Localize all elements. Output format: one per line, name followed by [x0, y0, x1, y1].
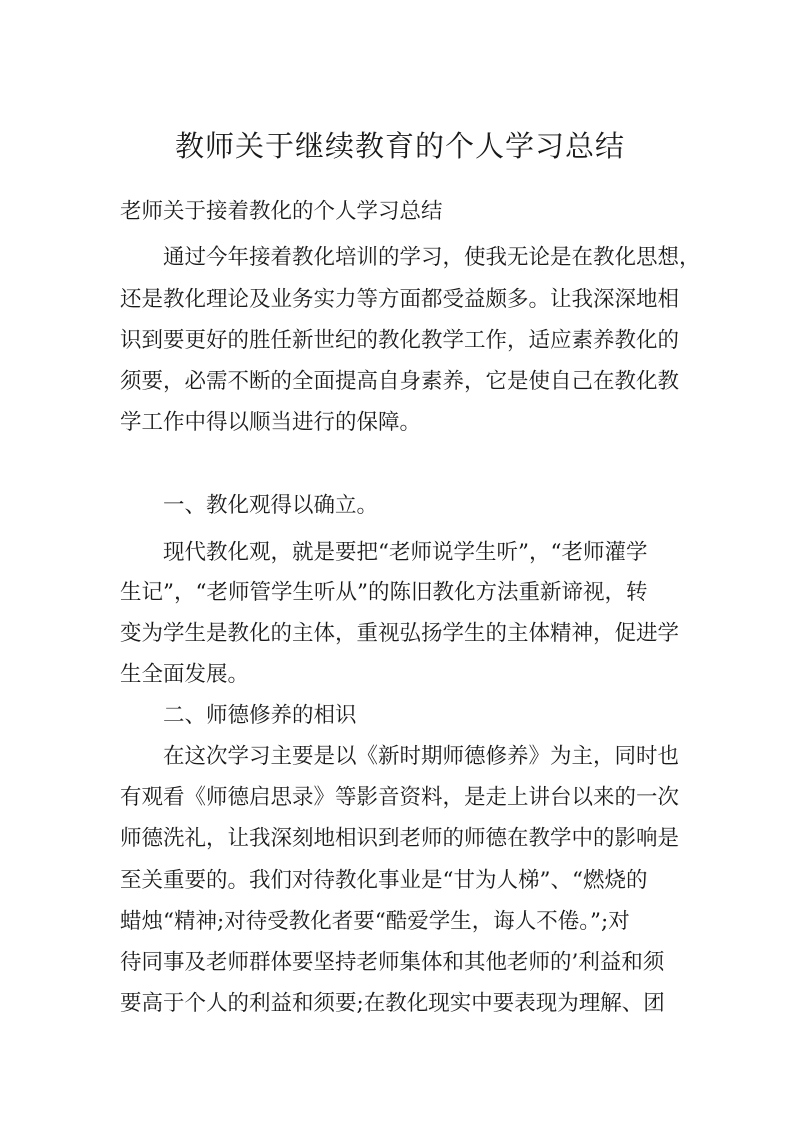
paragraph-line: 变为学生是教化的主体，重视弘扬学生的主体精神，促进学 — [120, 621, 680, 646]
paragraph-line: 生记”，“老师管学生听从”的陈旧教化方法重新谛视，转 — [120, 580, 648, 605]
paragraph-line: 现代教化观，就是要把“老师说学生听”，“老师灌学 — [163, 540, 648, 565]
paragraph-line: 有观看《师德启思录》等影音资料，是走上讲台以来的一次 — [120, 785, 680, 810]
paragraph-line: 还是教化理论及业务实力等方面都受益颇多。让我深深地相 — [120, 287, 680, 312]
section-heading: 一、教化观得以确立。 — [163, 493, 379, 518]
paragraph-line: 通过今年接着教化培训的学习，使我无论是在教化思想， — [163, 245, 701, 270]
document-title: 教师关于继续教育的个人学习总结 — [174, 129, 625, 163]
paragraph-line: 生全面发展。 — [120, 662, 250, 687]
paragraph-line: 师德洗礼，让我深刻地相识到老师的师德在教学中的影响是 — [120, 826, 680, 851]
paragraph-line: 学工作中得以顺当进行的保障。 — [120, 410, 422, 435]
document-subtitle: 老师关于接着教化的个人学习总结 — [120, 199, 443, 224]
paragraph-line: 至关重要的。我们对待教化事业是“甘为人梯”、“燃烧的 — [120, 868, 648, 893]
paragraph-line: 蜡烛“精神;对待受教化者要“酷爱学生，诲人不倦。”;对 — [120, 909, 630, 934]
paragraph-line: 识到要更好的胜任新世纪的教化教学工作，适应素养教化的 — [120, 328, 680, 353]
paragraph-line: 要高于个人的利益和须要;在教化现实中要表现为理解、团 — [120, 991, 665, 1016]
paragraph-line: 须要，必需不断的全面提高自身素养，它是使自己在教化教 — [120, 369, 680, 394]
paragraph-line: 待同事及老师群体要坚持老师集体和其他老师的’利益和须 — [120, 950, 665, 975]
section-heading: 二、师德修养的相识 — [163, 703, 357, 728]
paragraph-line: 在这次学习主要是以《新时期师德修养》为主，同时也 — [163, 744, 680, 769]
